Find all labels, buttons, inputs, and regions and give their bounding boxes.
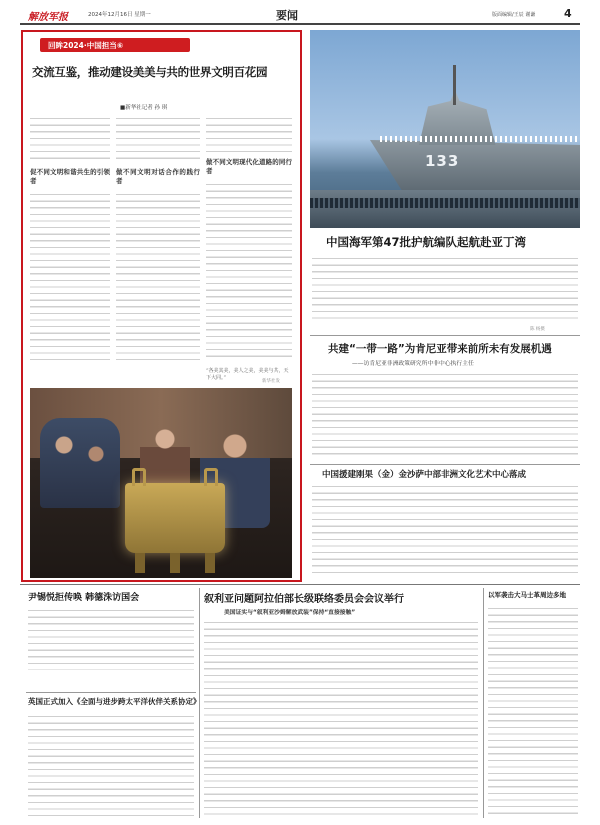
- vessel-handle-right: [204, 468, 218, 486]
- feature-quote: “各美其美，美人之美，美美与共，天下大同。”: [206, 368, 289, 381]
- ship-hull: [370, 140, 580, 190]
- syria-body: [204, 618, 478, 816]
- feature-col-1: [30, 114, 110, 364]
- navy-ship-photo: [310, 30, 580, 228]
- feature-credit: 新华社发: [262, 379, 280, 384]
- syria-subtitle: 美国证实与“叙利亚沙姆解放武装”保持“直接接触”: [224, 610, 356, 616]
- editor-info: 版面编辑/王辰 谢谦: [492, 12, 536, 18]
- israel-title: 以军袭击大马士革周边多地: [488, 591, 566, 599]
- art-center-title: 中国援建刚果（金）金沙萨中部非洲文化艺术中心落成: [322, 470, 527, 480]
- art-center-body: [312, 482, 578, 578]
- navy-body: [312, 254, 578, 324]
- navy-photo-credit: 陈 杨摄: [530, 327, 545, 332]
- bottom-section-rule: [20, 584, 580, 585]
- yoon-title: 尹锡悦拒传唤 韩德洙访国会: [28, 593, 140, 603]
- lower-left-rule: [26, 692, 196, 693]
- belt-body: [312, 370, 578, 460]
- vessel-legs: [135, 553, 215, 573]
- belt-title: 共建“一带一路”为肯尼亚带来前所未有发展机遇: [328, 343, 552, 355]
- feature-title: 交流互鉴，推动建设美美与共的世界文明百花园: [32, 65, 268, 79]
- crowd-on-pier: [310, 198, 580, 208]
- israel-body: [488, 604, 578, 816]
- yoon-body: [28, 606, 194, 670]
- syria-title: 叙利亚问题阿拉伯部长级联络委员会会议举行: [204, 594, 404, 605]
- feature-subhead-3: 做不同文明对话合作的践行者: [116, 168, 200, 185]
- feature-col-2: [116, 114, 200, 364]
- section-name: 要闻: [276, 9, 298, 22]
- issue-date: 2024年12月16日 星期一: [88, 12, 151, 18]
- navy-title: 中国海军第47批护航编队起航赴亚丁湾: [326, 235, 527, 249]
- uk-cptpp-title: 英国正式加入《全面与进步跨太平洋伙伴关系协定》: [28, 697, 201, 706]
- page-number: 4: [564, 7, 572, 20]
- pier: [310, 190, 580, 228]
- belt-subtitle: ——访肯尼亚非洲政策研究所中非中心执行主任: [352, 361, 474, 367]
- ship-hull-number: 133: [425, 152, 460, 170]
- vessel-handle-left: [132, 468, 146, 486]
- photo-crowd-left: [40, 418, 120, 508]
- feature-banner-text: 回眸2024·中国担当⑥: [48, 41, 124, 50]
- vertical-rule-1: [199, 588, 200, 818]
- ship-mast: [453, 65, 456, 105]
- belt-rule: [310, 464, 580, 465]
- feature-col-3: [206, 114, 292, 364]
- uk-cptpp-body: [28, 712, 194, 816]
- bronze-ding-vessel: [125, 483, 225, 553]
- header-rule: [20, 23, 580, 25]
- masthead-logo: 解放军报: [28, 12, 68, 23]
- navy-rule: [310, 335, 580, 336]
- museum-photo: [30, 388, 292, 578]
- feature-byline: ■新华社记者 孙 琪: [120, 105, 168, 111]
- vertical-rule-2: [483, 588, 484, 818]
- feature-subhead-4: 做不同文明现代化道路的同行者: [206, 158, 292, 175]
- feature-subhead-2: 促不同文明和谐共生的引领者: [30, 168, 110, 185]
- sailors-on-deck: [380, 136, 580, 142]
